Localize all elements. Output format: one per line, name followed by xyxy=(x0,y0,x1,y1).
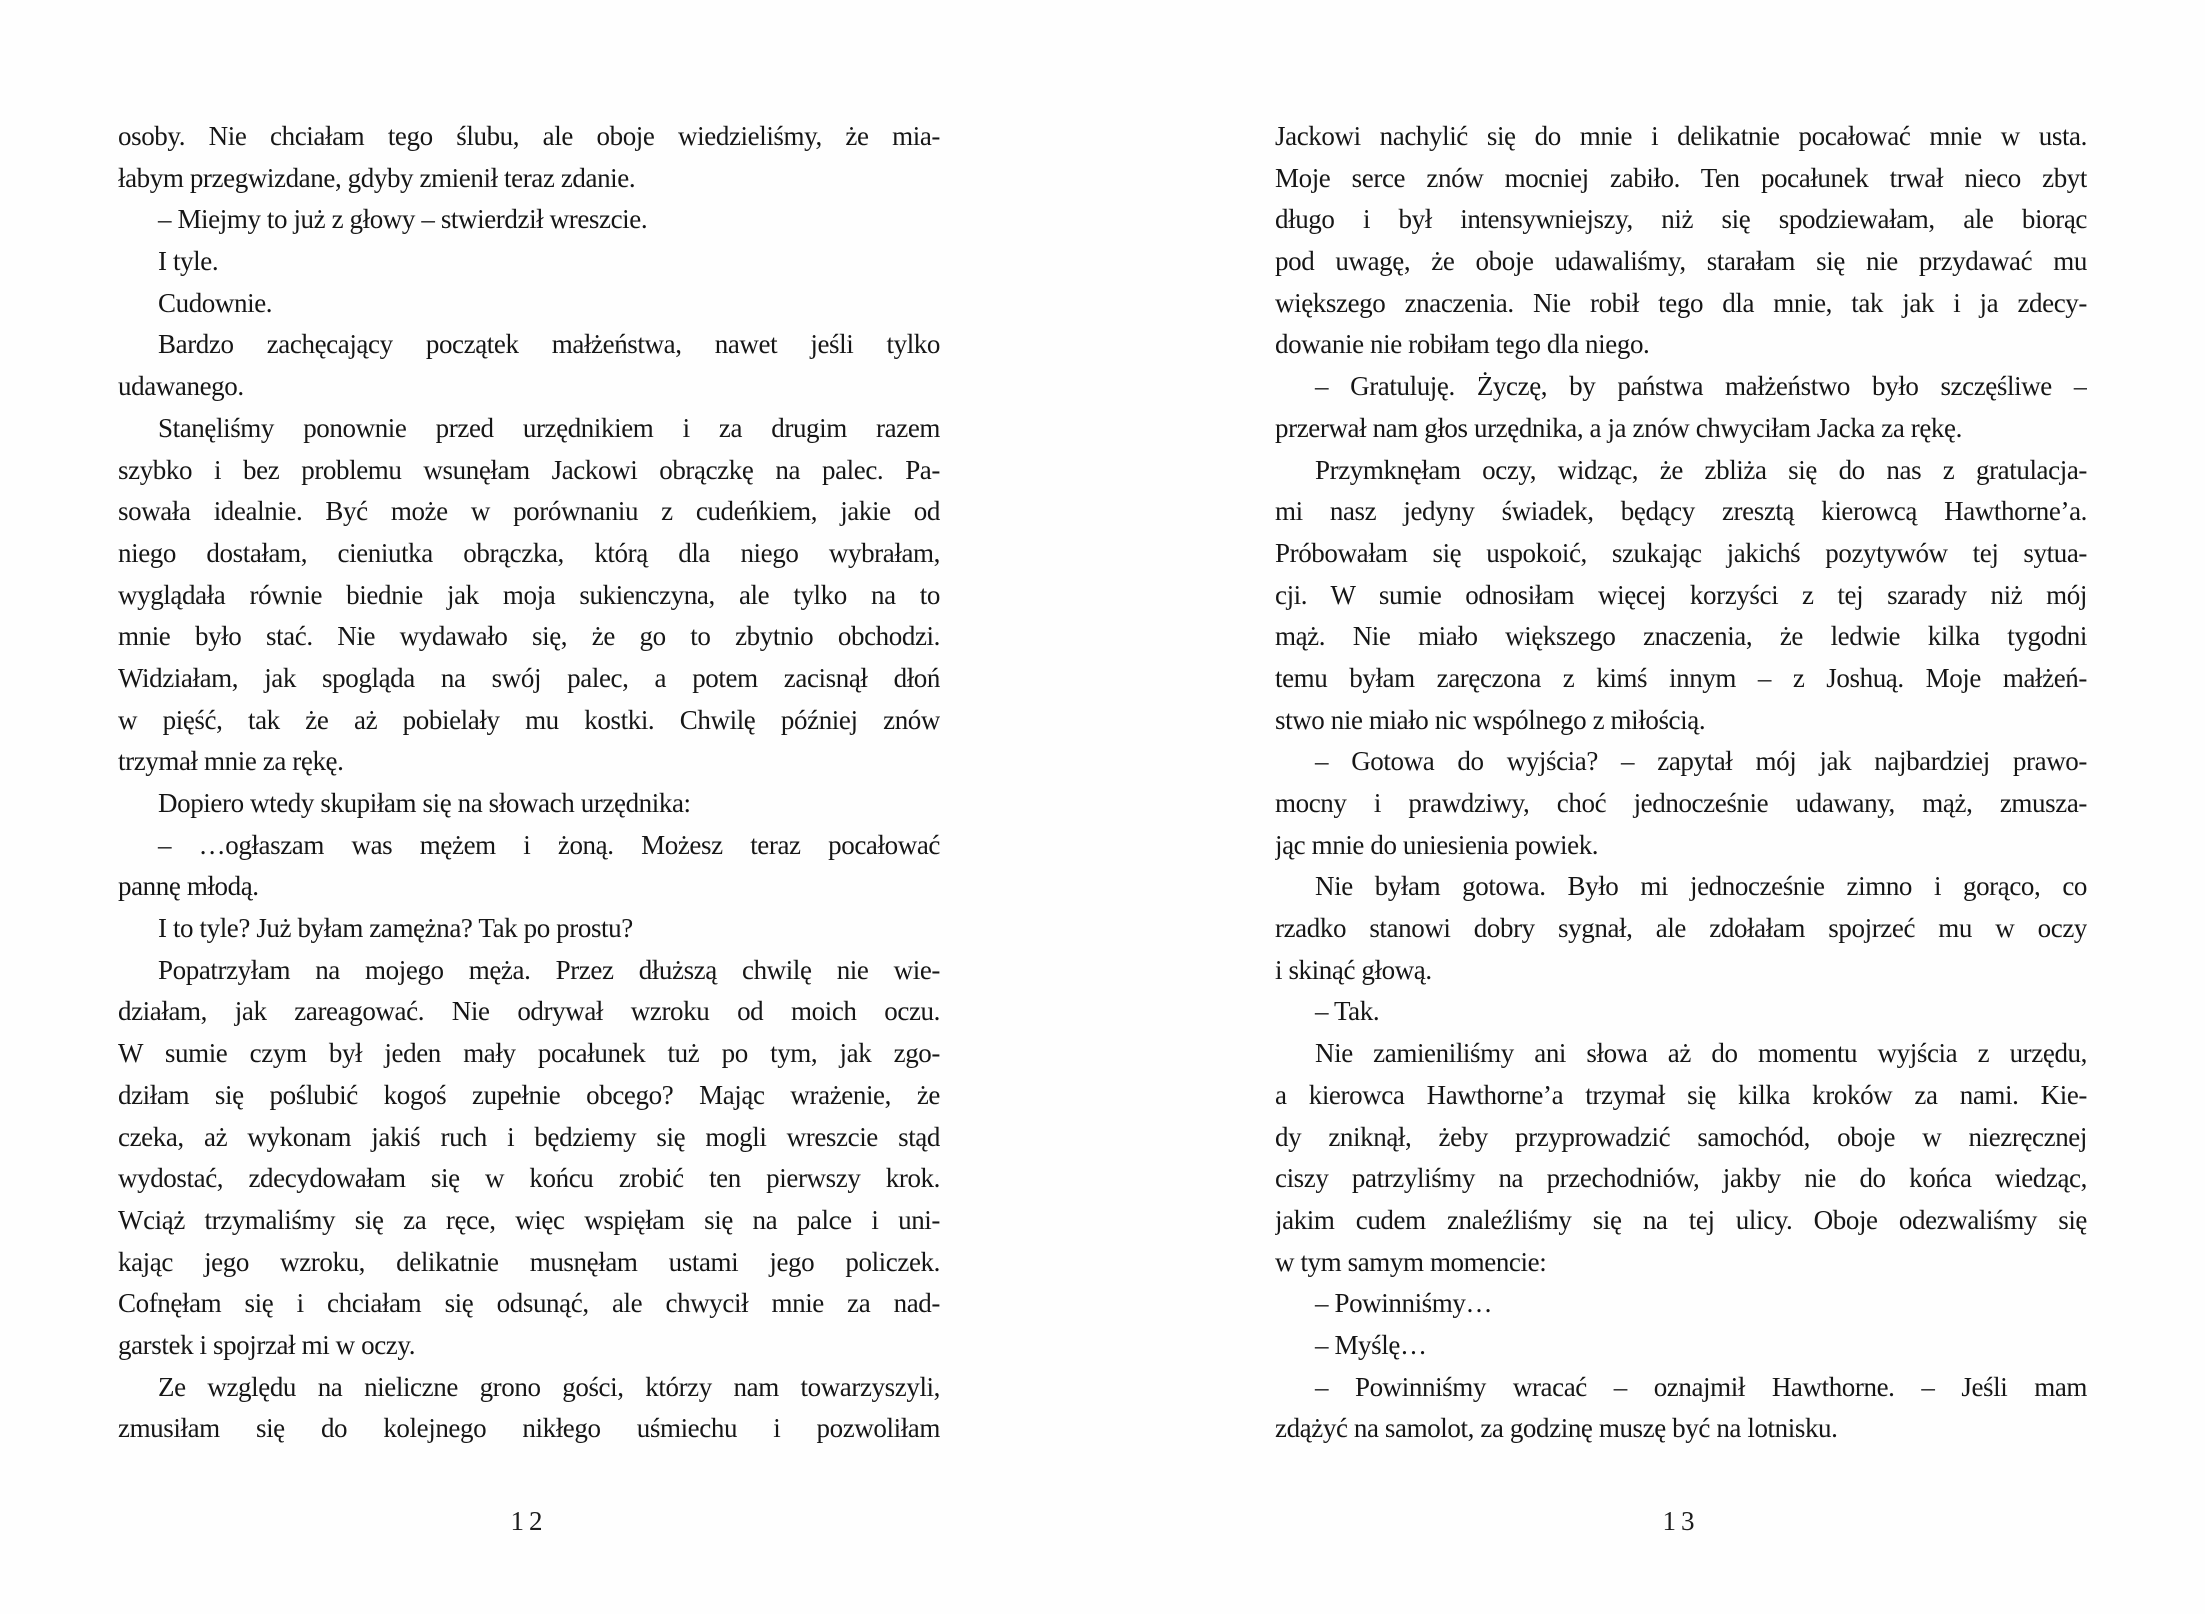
text-line: – Gotowa do wyjścia? – zapytał mój jak najbardziej prawo- xyxy=(1315,746,2087,777)
text-line: I to tyle? Już byłam zamężna? Tak po prostu? xyxy=(158,913,633,944)
text-line: dowanie nie robiłam tego dla niego. xyxy=(1275,329,1650,360)
text-line: Wciąż trzymaliśmy się za ręce, więc wspięłam się na palce i uni- xyxy=(118,1204,940,1235)
text-line: kając jego wzroku, delikatnie musnęłam ustami jego policzek. xyxy=(118,1246,940,1277)
text-line: pannę młodą. xyxy=(118,871,259,902)
text-line: szybko i bez problemu wsunęłam Jackowi obrączkę na palec. Pa- xyxy=(118,454,940,485)
text-line: mi nasz jedyny świadek, będący zresztą kierowcą Hawthorne’a. xyxy=(1275,496,2087,527)
text-line: a kierowca Hawthorne’a trzymał się kilka kroków za nami. Kie- xyxy=(1275,1079,2087,1110)
text-line: dziłam się poślubić kogoś zupełnie obcego? Mając wrażenie, że xyxy=(118,1079,940,1110)
text-line: – Myślę… xyxy=(1315,1329,1427,1360)
text-line: mocny i prawdziwy, choć jednocześnie udawany, mąż, zmusza- xyxy=(1275,788,2087,818)
text-line: Widziałam, jak spogląda na swój palec, a potem zacisnął dłoń xyxy=(118,662,940,693)
text-line: Dopiero wtedy skupiłam się na słowach urzędnika: xyxy=(158,788,691,818)
text-line: Stanęliśmy ponownie przed urzędnikiem i za drugim razem xyxy=(158,412,940,443)
text-line: – Miejmy to już z głowy – stwierdził wreszcie. xyxy=(158,204,648,235)
text-line: wydostać, zdecydowałam się w końcu zrobić ten pierwszy krok. xyxy=(118,1163,940,1194)
text-line: wyglądała równie biednie jak moja sukienczyna, ale tylko na to xyxy=(118,579,940,610)
text-line: – Powinniśmy… xyxy=(1315,1288,1493,1319)
text-line: Popatrzyłam na mojego męża. Przez dłuższą chwilę nie wie- xyxy=(158,954,940,985)
text-line: Próbowałam się uspokoić, szukając jakichś pozytywów tej sytua- xyxy=(1275,537,2087,568)
text-line: pod uwagę, że oboje udawaliśmy, starałam się nie przydawać mu xyxy=(1275,246,2087,277)
text-line: – Tak. xyxy=(1315,996,1380,1027)
text-line: – Gratuluję. Życzę, by państwa małżeństwo było szczęśliwe – xyxy=(1315,371,2087,402)
page-number-left: 12 xyxy=(510,1506,548,1536)
text-line: w pięść, tak że aż pobielały mu kostki. Chwilę później znów xyxy=(118,704,940,735)
text-line: jąc mnie do uniesienia powiek. xyxy=(1275,829,1599,860)
text-line: przerwał nam głos urzędnika, a ja znów chwyciłam Jacka za rękę. xyxy=(1275,412,1962,443)
text-line: I tyle. xyxy=(158,246,219,277)
text-line: rzadko stanowi dobry sygnał, ale zdołałam spojrzeć mu w oczy xyxy=(1275,913,2087,944)
text-line: udawanego. xyxy=(118,371,244,402)
text-line: Bardzo zachęcający początek małżeństwa, nawet jeśli tylko xyxy=(158,329,940,360)
text-line: Cudownie. xyxy=(158,287,273,318)
text-line: Przymknęłam oczy, widząc, że zbliża się do nas z gratulacja- xyxy=(1315,454,2087,485)
text-line: mnie było stać. Nie wydawało się, że go to zbytnio obchodzi. xyxy=(118,621,940,652)
text-line: W sumie czym był jeden mały pocałunek tuż po tym, jak zgo- xyxy=(118,1038,940,1069)
page-number-right: 13 xyxy=(1662,1506,1700,1536)
text-line: niego dostałam, cieniutka obrączka, którą dla niego wybrałam, xyxy=(118,537,940,568)
page-right-text xyxy=(1275,116,2087,1450)
text-line: Nie byłam gotowa. Było mi jednocześnie zimno i gorąco, co xyxy=(1315,871,2087,902)
text-line: Moje serce znów mocniej zabiło. Ten pocałunek trwał nieco zbyt xyxy=(1275,162,2087,193)
text-line: łabym przegwizdane, gdyby zmienił teraz zdanie. xyxy=(118,162,636,193)
text-line: osoby. Nie chciałam tego ślubu, ale oboje wiedzieliśmy, że mia- xyxy=(118,121,940,151)
text-line: – Powinniśmy wracać – oznajmił Hawthorne. – Jeśli mam xyxy=(1315,1371,2087,1402)
text-line: Nie zamieniliśmy ani słowa aż do momentu wyjścia z urzędu, xyxy=(1315,1038,2087,1069)
text-line: Cofnęłam się i chciałam się odsunąć, ale chwycił mnie za nad- xyxy=(118,1288,940,1319)
text-line: działam, jak zareagować. Nie odrywał wzroku od moich oczu. xyxy=(118,996,940,1027)
text-line: ciszy patrzyliśmy na przechodniów, jakby nie do końca wiedząc, xyxy=(1275,1163,2087,1194)
text-line: mąż. Nie miało większego znaczenia, że ledwie kilka tygodni xyxy=(1275,621,2087,652)
text-line: stwo nie miało nic wspólnego z miłością. xyxy=(1275,704,1706,735)
text-line: zdążyć na samolot, za godzinę muszę być na lotnisku. xyxy=(1275,1413,1838,1444)
text-line: sowała idealnie. Być może w porównaniu z cudeńkiem, jakie od xyxy=(118,496,940,527)
page-left-text xyxy=(118,116,940,1450)
text-line: większego znaczenia. Nie robił tego dla mnie, tak jak i ja zdecy- xyxy=(1275,287,2087,318)
text-line: i skinąć głową. xyxy=(1275,954,1432,985)
text-line: zmusiłam się do kolejnego nikłego uśmiechu i pozwoliłam xyxy=(118,1413,940,1444)
text-line: garstek i spojrzał mi w oczy. xyxy=(118,1329,416,1360)
text-line: Jackowi nachylić się do mnie i delikatnie pocałować mnie w usta. xyxy=(1275,121,2087,151)
text-line: cji. W sumie odnosiłam więcej korzyści z tej szarady niż mój xyxy=(1275,579,2087,610)
text-line: – …ogłaszam was mężem i żoną. Możesz teraz pocałować xyxy=(158,829,940,860)
text-line: czeka, aż wykonam jakiś ruch i będziemy się mogli wreszcie stąd xyxy=(118,1121,940,1152)
text-line: trzymał mnie za rękę. xyxy=(118,746,344,777)
text-line: w tym samym momencie: xyxy=(1275,1246,1547,1277)
text-line: temu byłam zaręczona z kimś innym – z Joshuą. Moje małżeń- xyxy=(1275,662,2087,693)
text-line: dy zniknął, żeby przyprowadzić samochód, oboje w niezręcznej xyxy=(1275,1121,2087,1152)
text-line: długo i był intensywniejszy, niż się spodziewałam, ale biorąc xyxy=(1275,204,2087,235)
text-line: Ze względu na nieliczne grono gości, którzy nam towarzyszyli, xyxy=(158,1371,940,1402)
text-line: jakim cudem znaleźliśmy się na tej ulicy. Oboje odezwaliśmy się xyxy=(1275,1204,2087,1235)
